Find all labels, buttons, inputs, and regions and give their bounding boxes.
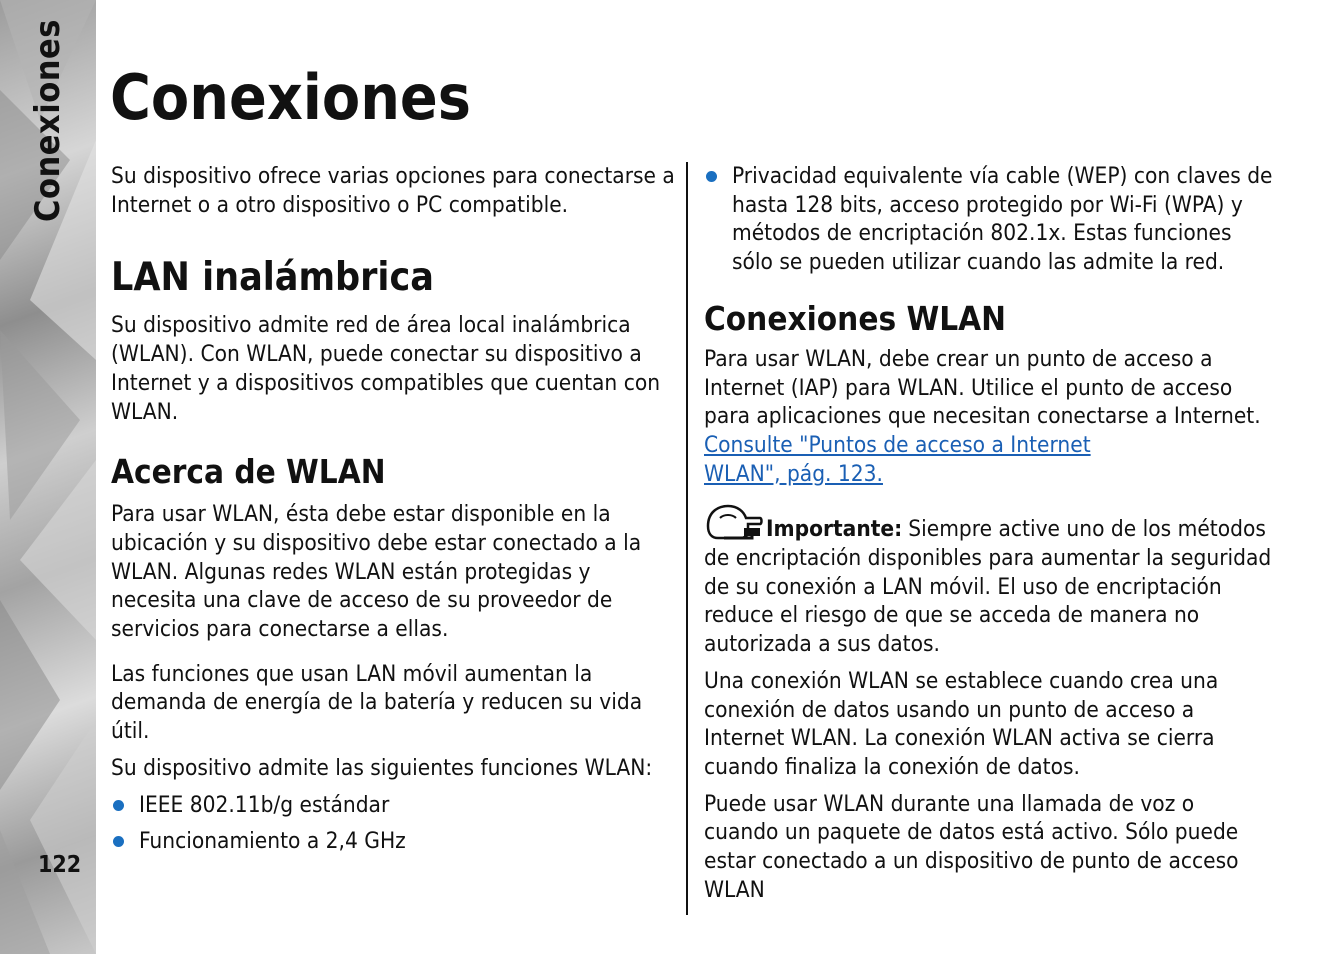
- list-item-text: Privacidad equivalente vía cable (WEP) con claves de hasta 128 bits, acceso protegido por Wi-Fi (WPA) y métodos de encriptación 802.1x. Estas funciones sólo se pueden utilizar cuando las admite la red.: [732, 163, 1273, 276]
- intro-paragraph: Su dispositivo ofrece varias opciones para conectarse a Internet o a otro dispositivo o PC compatible.: [111, 163, 675, 218]
- right-column: [704, 162, 1274, 904]
- acerca-paragraph-1: Para usar WLAN, ésta debe estar disponible en la ubicación y su dispositivo debe estar conectado a la WLAN. Algunas redes WLAN están protegidas y necesita una clave de acceso de su proveedor de servicios para conectarse a ellas.: [111, 501, 642, 643]
- list-item-text: Funcionamiento a 2,4 GHz: [139, 828, 406, 855]
- bullet-dot-icon: [113, 836, 124, 847]
- acerca-paragraph-2: Las funciones que usan LAN móvil aumentan la demanda de energía de la batería y reducen su vida útil.: [111, 660, 643, 745]
- column-divider: [686, 162, 688, 915]
- lan-heading: LAN inalámbrica: [111, 255, 434, 301]
- conexiones-paragraph-text: Para usar WLAN, debe crear un punto de acceso a Internet (IAP) para WLAN. Utilice el punto de acceso para aplicaciones que necesitan conectarse a Internet.: [704, 345, 1261, 430]
- feature-list-continued: [704, 162, 1274, 277]
- important-label: Importante:: [766, 516, 903, 543]
- wlan-usage-paragraph: Puede usar WLAN durante una llamada de voz o cuando un paquete de datos está activo. Sólo puede estar conectado a un dispositivo de punto de acceso WLAN: [704, 790, 1239, 903]
- link-line-1: Consulte "Puntos de acceso a Internet: [704, 431, 1091, 458]
- side-chapter-title: Conexiones: [28, 19, 68, 222]
- page-title: Conexiones: [110, 61, 471, 134]
- page-number: 122: [38, 852, 82, 878]
- important-note: [704, 502, 1274, 659]
- conexiones-paragraph: [704, 345, 1274, 489]
- list-item: [704, 162, 1274, 277]
- feature-list: [111, 791, 676, 856]
- bullet-dot-icon: [113, 800, 124, 811]
- pointing-hand-icon: [704, 502, 764, 542]
- acerca-paragraph-3: Su dispositivo admite las siguientes funciones WLAN:: [111, 754, 653, 781]
- acerca-heading: Acerca de WLAN: [111, 452, 386, 492]
- list-item: [111, 791, 676, 820]
- important-text: Siempre active uno de los métodos de encriptación disponibles para aumentar la seguridad de su conexión a LAN móvil. El uso de encriptación reduce el riesgo de que se acceda de manera no autorizada a sus datos.: [704, 516, 1272, 658]
- list-item-text: IEEE 802.11b/g estándar: [139, 791, 390, 818]
- lan-paragraph: Su dispositivo admite red de área local inalámbrica (WLAN). Con WLAN, puede conectar su dispositivo a Internet y a dispositivos compatibles que cuentan con WLAN.: [111, 312, 661, 425]
- wlan-connection-paragraph: Una conexión WLAN se establece cuando crea una conexión de datos usando un punto de acceso a Internet WLAN. La conexión WLAN activa se cierra cuando finaliza la conexión de datos.: [704, 667, 1219, 780]
- link-line-2: WLAN", pág. 123.: [704, 460, 883, 487]
- list-item: [111, 827, 676, 856]
- left-column: [111, 162, 676, 864]
- side-band: [0, 0, 96, 954]
- cross-reference-link[interactable]: [704, 432, 1091, 487]
- conexiones-wlan-heading: Conexiones WLAN: [704, 298, 1006, 338]
- bullet-dot-icon: [706, 171, 717, 182]
